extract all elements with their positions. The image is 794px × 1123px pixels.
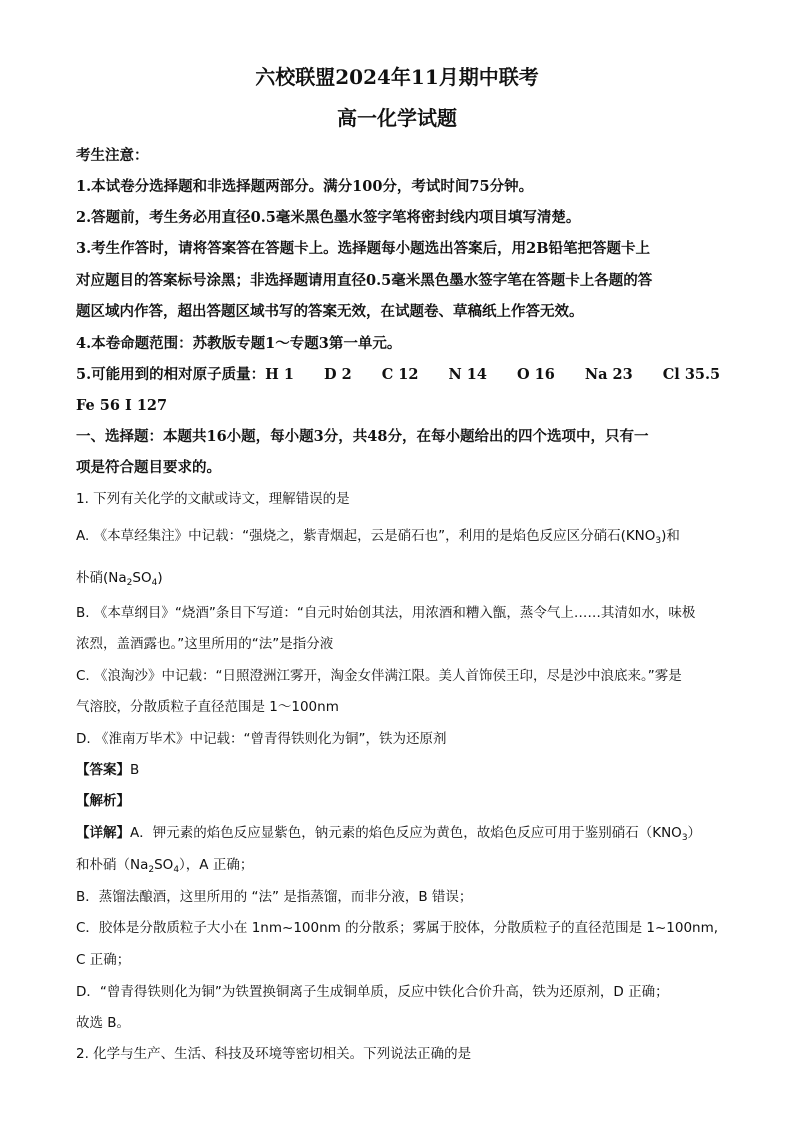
notice-item-3-line-2: 对应题目的答案标号涂黑；非选择题请用直径0.5毫米黑色墨水签字笔在答题卡上各题的答: [76, 272, 653, 289]
explanation-line-2: [76, 855, 253, 875]
notice-item-3-line-1: 3.考生作答时，请将答案答在答题卡上。选择题每小题选出答案后，用2B铅笔把答题卡上: [76, 240, 650, 257]
subscript: 2: [148, 865, 155, 875]
subscript: 3: [681, 833, 688, 843]
notice-item-3-line-3: 题区域内作答，超出答题区域书写的答案无效，在试题卷、草稿纸上作答无效。: [76, 303, 584, 320]
atomic-mass-na: Na 23: [584, 366, 633, 383]
notice-item-5-line-2: Fe 56 I 127: [76, 397, 168, 414]
question-1-option-d: D. 《淮南万毕术》中记载：“曾青得铁则化为铜”，铁为还原剂: [76, 731, 447, 747]
analysis-label: 【解析】: [76, 793, 130, 809]
atomic-mass-d: D 2: [323, 366, 352, 383]
question-1-option-c-line-1: C. 《浪淘沙》中记载：“日照澄洲江雾开，淘金女伴满江限。美人首饰侯王印，尽是沙中浪底来。”雾是: [76, 668, 682, 684]
notice-item-2: 2.答题前，考生务必用直径0.5毫米黑色墨水签字笔将密封线内项目填写清楚。: [76, 209, 581, 226]
answer-label: 【答案】: [76, 762, 130, 778]
option-a-text-end: )和: [661, 528, 680, 544]
exam-title: 六校联盟2024年11月期中联考: [255, 65, 539, 89]
question-1-option-a-line-2: [76, 568, 163, 588]
notice-item-5: [76, 365, 720, 385]
explanation-text-end: ）: [687, 825, 702, 841]
detail-label: 【详解】: [76, 825, 130, 841]
option-a-text: A. 《本草经集注》中记载：“强烧之，紫青烟起，云是硝石也”，利用的是焰色反应区分硝石(KNO: [76, 528, 656, 544]
answer-value: B: [130, 762, 140, 778]
question-1-option-c-line-2: 气溶胶，分散质粒子直径范围是 1～100nm: [76, 699, 339, 715]
explanation-text-2: 和朴硝（Na: [76, 857, 149, 873]
exam-subtitle: 高一化学试题: [337, 106, 457, 130]
subscript: 4: [151, 578, 158, 588]
question-2-stem: 2. 化学与生产、生活、科技及环境等密切相关。下列说法正确的是: [76, 1046, 472, 1062]
option-a-text-2: 朴硝(Na: [76, 570, 127, 586]
option-a-text-4: ): [157, 570, 163, 586]
subscript: 2: [126, 578, 133, 588]
atomic-mass-prefix: 5.可能用到的相对原子质量：: [76, 366, 266, 383]
notice-item-1: 1.本试卷分选择题和非选择题两部分。满分100分，考试时间75分钟。: [76, 178, 534, 195]
explanation-line-3: B．蒸馏法酿酒，这里所用的 “法” 是指蒸馏，而非分液，B 错误；: [76, 889, 473, 905]
atomic-mass-cl: Cl 35.5: [662, 366, 721, 383]
notice-item-4: 4.本卷命题范围：苏教版专题1～专题3第一单元。: [76, 335, 402, 352]
atomic-mass-o: O 16: [516, 366, 555, 383]
explanation-line-6: D．“曾青得铁则化为铜”为铁置换铜离子生成铜单质，反应中铁化合价升高，铁为还原剂，D 正确；: [76, 984, 669, 1000]
explanation-text: A．钾元素的焰色反应显紫色，钠元素的焰色反应为黄色，故焰色反应可用于鉴别硝石（KNO: [130, 825, 682, 841]
explanation-line-1: [76, 823, 701, 843]
section-heading-line-2: 项是符合题目要求的。: [76, 459, 221, 476]
subscript: 3: [655, 536, 662, 546]
atomic-mass-c: C 12: [381, 366, 419, 383]
answer-line: [76, 760, 139, 780]
explanation-line-5: C 正确；: [76, 952, 131, 968]
question-1-option-a-line-1: [76, 526, 680, 546]
atomic-mass-h: H 1: [265, 366, 294, 383]
atomic-mass-n: N 14: [448, 366, 487, 383]
explanation-text-4: ），A 正确；: [179, 857, 254, 873]
explanation-text-3: SO: [154, 857, 174, 873]
section-heading-line-1: 一、选择题：本题共16小题，每小题3分，共48分，在每小题给出的四个选项中，只有一: [76, 428, 649, 445]
notice-heading: 考生注意：: [76, 147, 149, 164]
explanation-line-7: 故选 B。: [76, 1015, 131, 1031]
subscript: 4: [173, 865, 180, 875]
question-1-option-b-line-1: B. 《本草纲目》“烧酒”条目下写道：“自元时始创其法，用浓酒和糟入甑，蒸令气上……其清如水，味极: [76, 605, 696, 621]
question-1-option-b-line-2: 浓烈，盖酒露也。”这里所用的“法”是指分液: [76, 636, 334, 652]
option-a-text-3: SO: [132, 570, 152, 586]
explanation-line-4: C．胶体是分散质粒子大小在 1nm~100nm 的分散系；雾属于胶体，分散质粒子的直径范围是 1~100nm,: [76, 920, 719, 936]
question-1-stem: 1. 下列有关化学的文献或诗文，理解错误的是: [76, 491, 350, 507]
